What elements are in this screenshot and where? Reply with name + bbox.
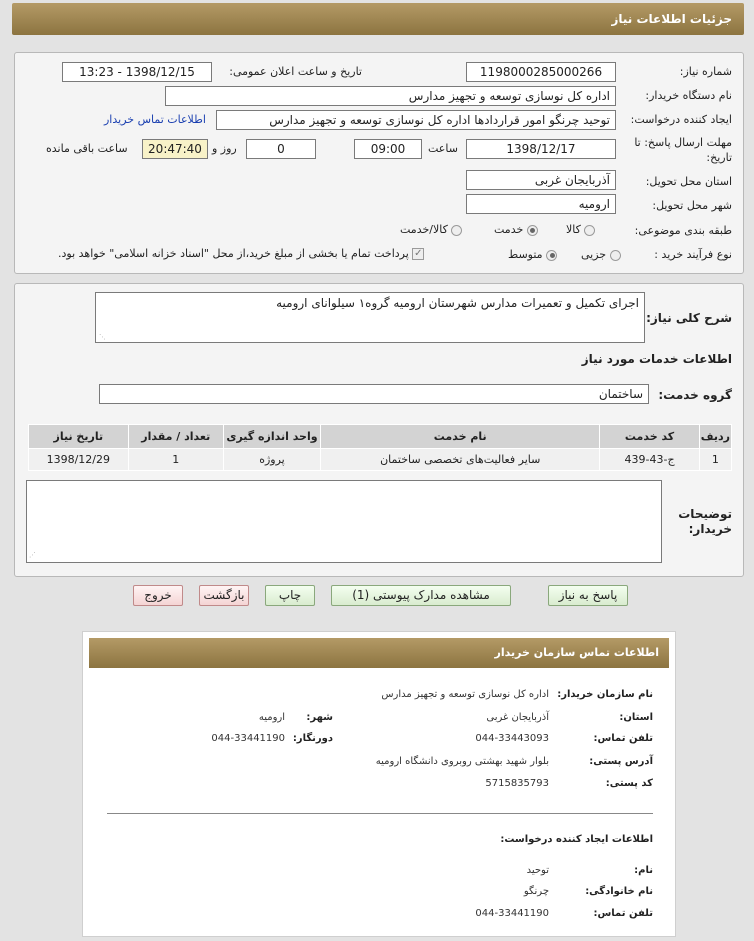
category-label: طبقه بندی موضوعی:: [634, 224, 732, 237]
page-title: جزئیات اطلاعات نیاز: [12, 3, 744, 35]
back-button[interactable]: بازگشت: [199, 585, 249, 606]
contact-title: اطلاعات تماس سازمان خریدار: [89, 638, 669, 668]
radio-goods-service[interactable]: [451, 225, 462, 236]
exit-button[interactable]: خروج: [133, 585, 183, 606]
category-option-goods[interactable]: [566, 223, 595, 236]
cell-need-date: 1398/12/29: [29, 449, 129, 471]
radio-minor[interactable]: [610, 250, 621, 261]
process-option-medium[interactable]: [508, 248, 557, 261]
creator-name-label: نام:: [634, 865, 653, 876]
creator-label: ایجاد کننده درخواست:: [630, 113, 732, 126]
province-label: استان محل تحویل:: [645, 175, 732, 188]
cell-service-code: ج-43-439: [600, 449, 699, 471]
contact-fax-label: دورنگار:: [292, 733, 333, 744]
contact-phone: 044-33443093: [475, 733, 549, 744]
creator-family-label: نام خانوادگی:: [585, 886, 653, 897]
contact-address: بلوار شهید بهشتی روبروی دانشگاه ارومیه: [375, 756, 549, 767]
col-need-date: تاریخ نیاز: [29, 425, 129, 449]
contact-city: ارومیه: [258, 712, 285, 723]
category-option-goods-service[interactable]: [400, 223, 462, 236]
category-goods-label: کالا: [566, 223, 581, 236]
province-field[interactable]: آذربایجان غربی: [466, 170, 616, 190]
buyer-notes-textarea[interactable]: [26, 480, 662, 563]
buyer-contact-card: [82, 631, 676, 937]
radio-medium[interactable]: [546, 250, 557, 261]
city-field[interactable]: ارومیه: [466, 194, 616, 214]
contact-fax: 044-33441190: [211, 733, 285, 744]
category-option-service[interactable]: [494, 223, 538, 236]
announce-field[interactable]: 1398/12/15 - 13:23: [62, 62, 212, 82]
payment-note-text: پرداخت تمام یا بخشی از مبلغ خرید،از محل "اسناد خزانه اسلامی" خواهد بود.: [58, 247, 409, 260]
notes-resize-grip-icon[interactable]: ⋰: [29, 551, 36, 559]
days-remaining-field[interactable]: 0: [246, 139, 316, 159]
contact-province-label: استان:: [619, 712, 653, 723]
payment-checkbox-icon[interactable]: ✓: [414, 248, 423, 259]
col-quantity: تعداد / مقدار: [128, 425, 223, 449]
announce-label: تاریخ و ساعت اعلان عمومی:: [229, 65, 362, 78]
days-label: روز و: [212, 142, 237, 155]
contact-postal-label: کد پستی:: [605, 778, 653, 789]
service-group-label: گروه خدمت:: [658, 388, 732, 402]
creator-family: چرنگو: [523, 886, 549, 897]
buyer-notes-label-2: خریدار:: [688, 522, 732, 536]
table-row: [29, 449, 732, 471]
contact-province: آذربایجان غربی: [486, 712, 549, 723]
description-label: شرح کلی نیاز:: [646, 311, 732, 325]
creator-phone-label: تلفن تماس:: [593, 908, 653, 919]
services-table: [28, 424, 732, 471]
category-service-label: خدمت: [494, 223, 524, 236]
contact-postal: 5715835793: [485, 778, 549, 789]
remaining-time-field[interactable]: 20:47:40: [142, 139, 208, 159]
cell-quantity: 1: [128, 449, 223, 471]
need-number-label: شماره نیاز:: [679, 65, 732, 78]
attachments-button[interactable]: مشاهده مدارک پیوستی (1): [331, 585, 511, 606]
contact-phone-label: تلفن تماس:: [593, 733, 653, 744]
buyer-contact-link[interactable]: اطلاعات تماس خریدار: [104, 113, 206, 126]
cell-unit: پروژه: [223, 449, 320, 471]
col-row: ردیف: [699, 425, 731, 449]
description-textarea[interactable]: [95, 292, 645, 343]
creator-heading: اطلاعات ایجاد کننده درخواست:: [500, 834, 653, 845]
deadline-date-field[interactable]: 1398/12/17: [466, 139, 616, 159]
cell-row: 1: [699, 449, 731, 471]
radio-goods[interactable]: [584, 225, 595, 236]
services-heading: اطلاعات خدمات مورد نیاز: [581, 352, 732, 366]
contact-address-label: آدرس پستی:: [589, 756, 653, 767]
process-minor-label: جزیی: [581, 248, 607, 261]
contact-divider: [107, 813, 653, 814]
buyer-org-label: نام دستگاه خریدار:: [645, 89, 732, 102]
creator-phone: 044-33441190: [475, 908, 549, 919]
process-label: نوع فرآیند خرید :: [654, 248, 732, 261]
buyer-org-field[interactable]: اداره کل نوسازی توسعه و تجهیز مدارس: [165, 86, 616, 106]
radio-service[interactable]: [527, 225, 538, 236]
deadline-time-label: ساعت: [428, 142, 458, 155]
contact-org-label: نام سازمان خریدار:: [557, 689, 653, 700]
table-header-row: [29, 425, 732, 449]
contact-org: اداره کل نوسازی توسعه و تجهیز مدارس: [381, 689, 549, 700]
deadline-label-date: تاریخ:: [706, 151, 732, 164]
deadline-label: مهلت ارسال پاسخ: تا: [634, 136, 732, 149]
buyer-notes-label: توضیحات: [678, 507, 732, 521]
category-goods-service-label: کالا/خدمت: [400, 223, 448, 236]
payment-note: [58, 247, 424, 260]
col-service-name: نام خدمت: [321, 425, 600, 449]
resize-grip-icon[interactable]: ⋰: [99, 333, 106, 341]
description-text: اجرای تکمیل و تعمیرات مدارس شهرستان ارومیه گروه۱ سیلوانای ارومیه: [276, 296, 639, 310]
col-unit: واحد اندازه گیری: [223, 425, 320, 449]
remaining-label: ساعت باقی مانده: [46, 142, 128, 155]
col-service-code: کد خدمت: [600, 425, 699, 449]
cell-service-name: سایر فعالیت‌های تخصصی ساختمان: [321, 449, 600, 471]
reply-button[interactable]: پاسخ به نیاز: [548, 585, 628, 606]
process-medium-label: متوسط: [508, 248, 543, 261]
creator-name: توحید: [526, 865, 549, 876]
print-button[interactable]: چاپ: [265, 585, 315, 606]
process-option-minor[interactable]: [581, 248, 621, 261]
deadline-time-field[interactable]: 09:00: [354, 139, 422, 159]
need-number-field[interactable]: 1198000285000266: [466, 62, 616, 82]
contact-city-label: شهر:: [306, 712, 333, 723]
creator-field[interactable]: توحید چرنگو امور قراردادها اداره کل نوسازی توسعه و تجهیز مدارس: [216, 110, 616, 130]
city-label: شهر محل تحویل:: [652, 199, 732, 212]
service-group-field[interactable]: ساختمان: [99, 384, 649, 404]
